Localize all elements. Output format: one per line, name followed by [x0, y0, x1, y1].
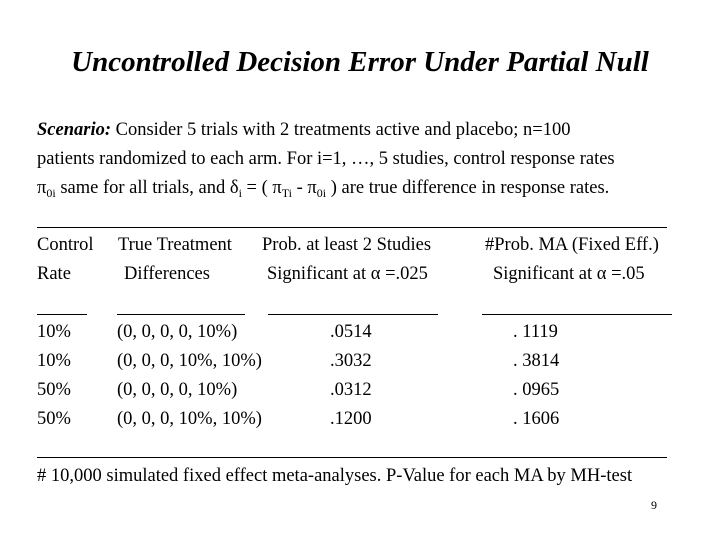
table-cell-prob-studies: .0514: [330, 322, 372, 342]
pi-symbol: π: [272, 178, 282, 198]
page-number: 9: [651, 498, 657, 512]
scenario-text-3b: = (: [241, 178, 273, 198]
table-cell-prob-studies: .3032: [330, 351, 372, 371]
subscript: Ti: [281, 186, 292, 200]
scenario-text-3c: -: [291, 178, 308, 198]
table-cell-rate: 10%: [37, 322, 71, 342]
subscript: 0i: [316, 186, 327, 200]
table-cell-differences: (0, 0, 0, 0, 10%): [117, 322, 238, 342]
header-underline-control: [37, 314, 87, 315]
table-cell-differences: (0, 0, 0, 10%, 10%): [117, 409, 262, 429]
table-cell-rate: 10%: [37, 351, 71, 371]
header-prob-studies-line1: Prob. at least 2 Studies: [262, 235, 432, 255]
top-divider: [37, 227, 667, 228]
subscript: 0i: [46, 186, 56, 200]
table-cell-prob-studies: .1200: [330, 409, 372, 429]
header-underline-prob-ma: [482, 314, 672, 315]
header-prob-studies-line2: Significant at α =.025: [267, 264, 428, 284]
header-underline-differences: [117, 314, 245, 315]
table-cell-rate: 50%: [37, 380, 71, 400]
table-cell-prob-ma: . 0965: [513, 380, 560, 400]
scenario-label: Scenario:: [37, 120, 111, 140]
slide-title: Uncontrolled Decision Error Under Partial Null: [71, 46, 649, 78]
header-prob-ma-line1: #Prob. MA (Fixed Eff.): [485, 235, 659, 255]
subscript: i: [238, 186, 242, 200]
scenario-text-3d: ) are true difference in response rates.: [326, 178, 610, 198]
scenario-line-1: [37, 120, 570, 141]
header-control-line2: Rate: [37, 264, 71, 284]
header-prob-ma-line2: Significant at α =.05: [493, 264, 645, 284]
delta-symbol: δ: [229, 178, 239, 198]
table-cell-prob-ma: . 3814: [513, 351, 560, 371]
bottom-divider: [37, 457, 667, 458]
table-cell-rate: 50%: [37, 409, 71, 429]
pi-symbol: π: [307, 178, 317, 198]
table-cell-prob-ma: . 1119: [513, 322, 558, 342]
table-cell-differences: (0, 0, 0, 10%, 10%): [117, 351, 262, 371]
table-cell-prob-ma: . 1606: [513, 409, 560, 429]
table-cell-prob-studies: .0312: [330, 380, 372, 400]
header-control-line1: Control: [37, 235, 94, 255]
scenario-line-3: [37, 178, 609, 201]
table-cell-differences: (0, 0, 0, 0, 10%): [117, 380, 238, 400]
scenario-text-1: Consider 5 trials with 2 treatments active and placebo; n=100: [115, 120, 571, 140]
scenario-line-2: patients randomized to each arm. For i=1, …, 5 studies, control response rates: [37, 149, 615, 169]
scenario-text-3a: same for all trials, and: [55, 178, 230, 198]
header-differences-line2: Differences: [124, 264, 210, 284]
footnote: # 10,000 simulated fixed effect meta-analyses. P-Value for each MA by MH-test: [37, 466, 633, 486]
pi-symbol: π: [37, 178, 47, 198]
header-underline-prob-studies: [268, 314, 438, 315]
header-differences-line1: True Treatment: [118, 235, 232, 255]
